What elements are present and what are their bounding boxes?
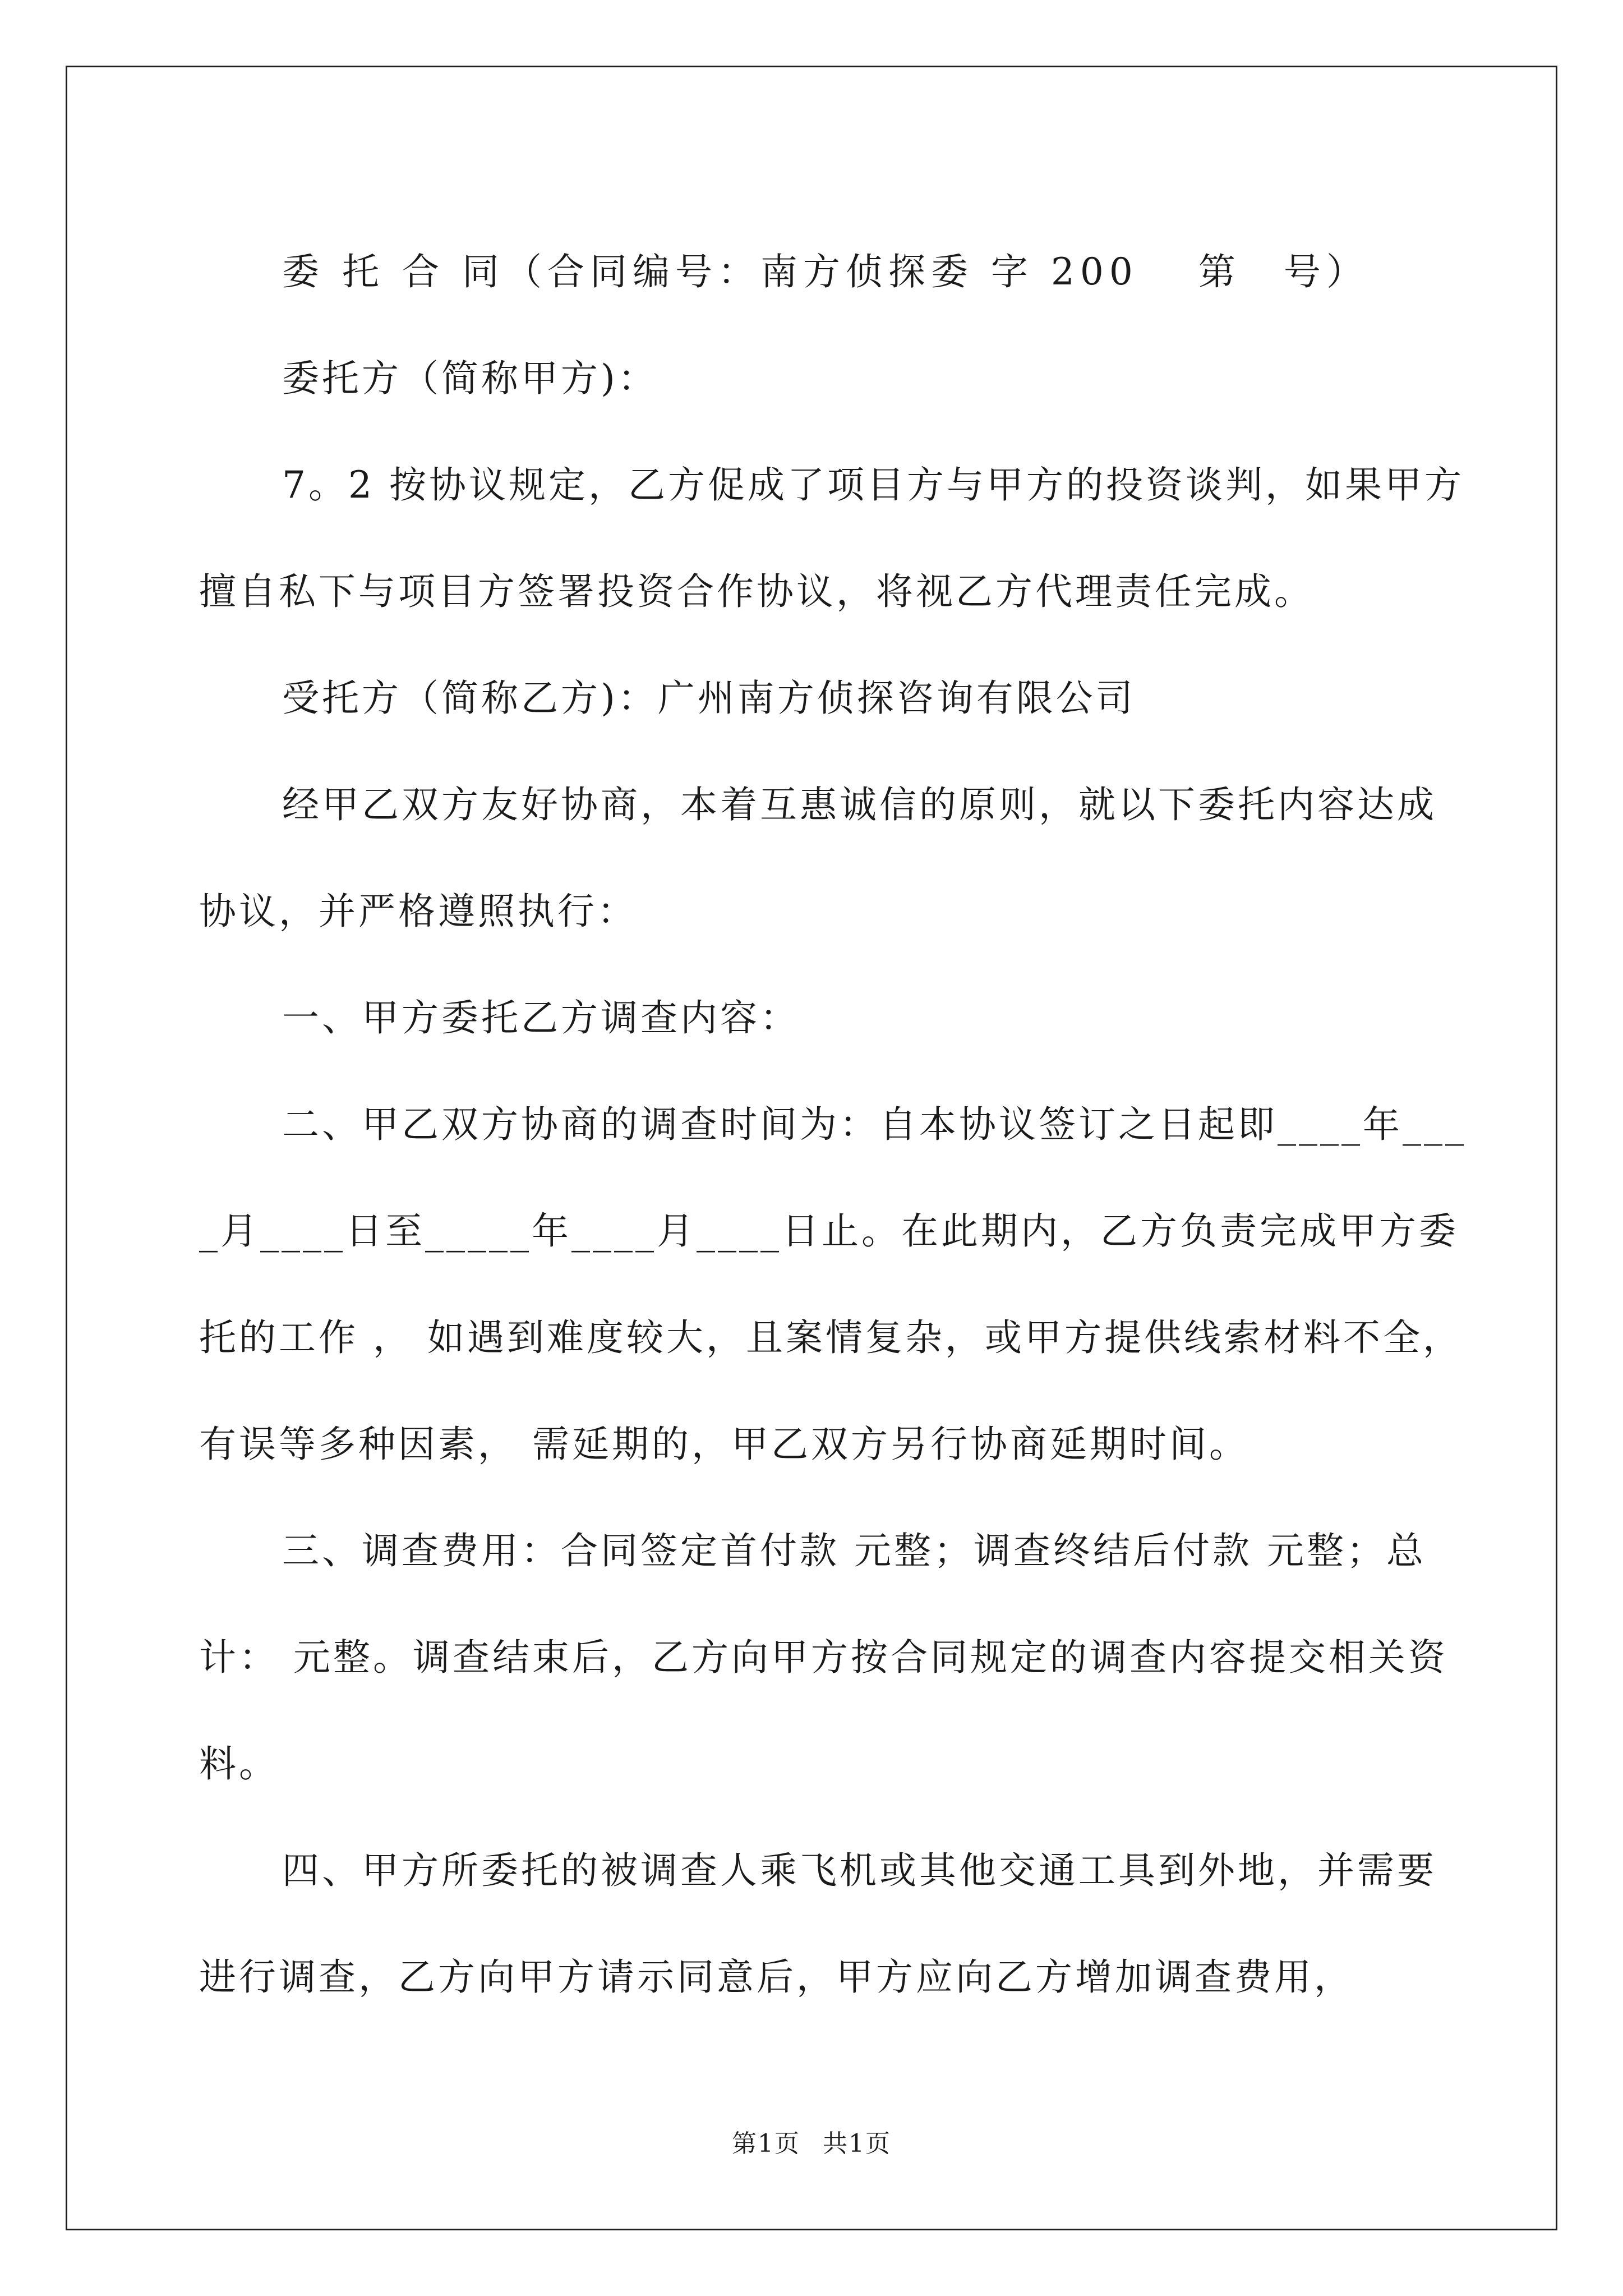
paragraph-agent: 受托方（简称乙方)：广州南方侦探咨询有限公司: [282, 677, 1136, 720]
paragraph-section-4: 四、甲方所委托的被调查人乘飞机或其他交通工具到外地，并需要进行调查，乙方向甲方请示同意后，甲方应向乙方增加调查费用，: [199, 1849, 1437, 1999]
page-total: 共1页: [823, 2129, 891, 2158]
paragraph-principal: 委托方（简称甲方)：: [282, 357, 658, 400]
paragraph-clause-7-2: 7。2 按协议规定，乙方促成了项目方与甲方的投资谈判，如果甲方擅自私下与项目方签署投资合作协议，将视乙方代理责任完成。: [199, 463, 1464, 613]
paragraph-preamble: 经甲乙双方友好协商，本着互惠诚信的原则，就以下委托内容达成协议，并严格遵照执行：: [199, 783, 1437, 933]
contract-title: 委 托 合 同（合同编号：南方侦探委 字 200 第 号）: [282, 250, 1369, 293]
document-body: [199, 219, 1467, 2031]
page-footer: [0, 2123, 1623, 2159]
paragraph-section-2: 二、甲乙双方协商的调查时间为：自本协议签订之日起即____年____月____日至_____年____月____日止。在此期内，乙方负责完成甲方委托的工作 ， 如遇到难度较大，且案情复杂，或甲方提供线索材料不全，有误等多种因素， 需延期的，甲乙双方另行协商延期时间。: [199, 1103, 1467, 1466]
page-number: 第1页: [732, 2129, 800, 2158]
paragraph-section-1: 一、甲方委托乙方调查内容：: [282, 996, 800, 1039]
paragraph-section-3: 三、调查费用：合同签定首付款 元整；调查终结后付款 元整；总计： 元整。调查结束后，乙方向甲方按合同规定的调查内容提交相关资料。: [199, 1529, 1448, 1786]
